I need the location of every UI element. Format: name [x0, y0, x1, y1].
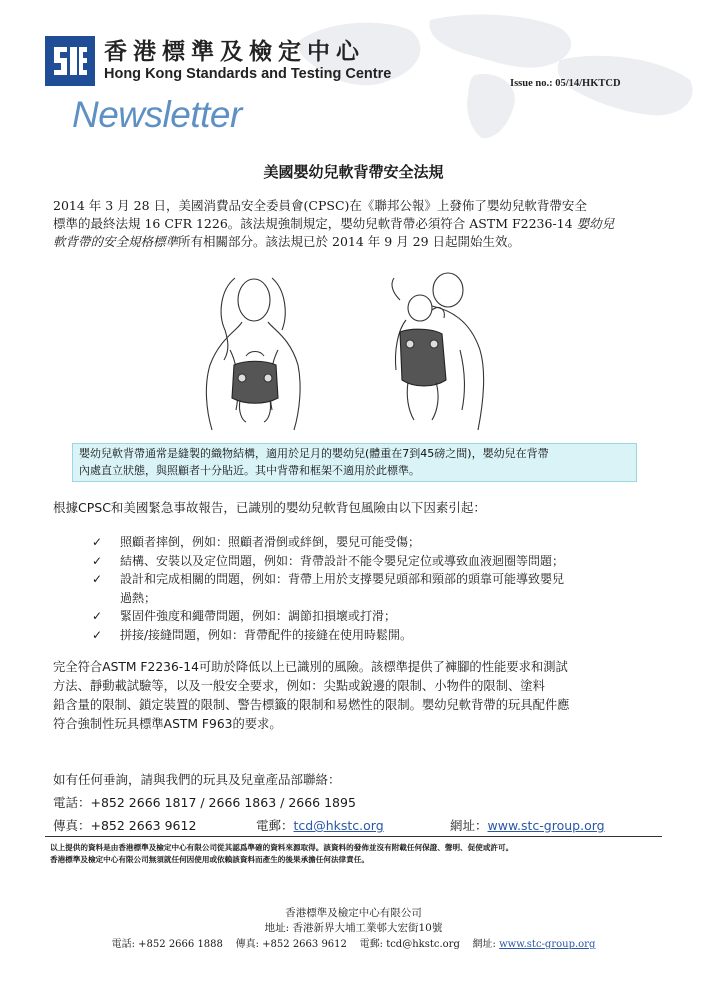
stc-logo-mark-icon — [45, 36, 95, 86]
contact-fax: 傳真：+852 2663 9612 — [53, 818, 197, 833]
contact-email-row — [256, 816, 384, 834]
intro-paragraph — [53, 197, 656, 251]
org-name-chinese: 香港標準及檢定中心 — [104, 39, 365, 65]
disclaimer-line: 香港標準及檢定中心有限公司無須就任何因使用或依賴該資料而產生的後果承擔任何法律責任。 — [50, 855, 369, 864]
intro-italic-text: 嬰幼兒 — [576, 216, 615, 231]
list-item — [92, 626, 652, 645]
contact-website-row — [450, 816, 605, 834]
caption-line: 嬰幼兒軟背帶通常是縫製的織物結構，適用於足月的嬰幼兒(體重在7到45磅之間)，嬰幼兒在背帶 — [79, 447, 549, 460]
newsletter-wordmark: Newsletter — [72, 94, 242, 135]
intro-line — [53, 215, 656, 233]
risk-list — [92, 533, 652, 644]
compliance-line: 符合強制性玩具標準ASTM F963的要求。 — [53, 717, 282, 731]
website-label: 網址： — [450, 818, 488, 833]
compliance-paragraph — [53, 658, 656, 734]
caption-box — [72, 443, 637, 482]
issue-number: Issue no.: 05/14/HKTCD — [510, 78, 621, 89]
org-name-english: Hong Kong Standards and Testing Centre — [104, 66, 392, 82]
caption-line: 內處直立狀態，與照顧者十分貼近。其中背帶和框架不適用於此標準。 — [79, 464, 420, 477]
stc-logo — [45, 36, 95, 86]
intro-line — [53, 233, 656, 251]
footer-contacts — [0, 935, 707, 950]
risk-text: 拼接/接縫問題，例如：背帶配件的接縫在使用時鬆開。 — [120, 627, 413, 642]
email-link[interactable]: tcd@hkstc.org — [293, 818, 384, 833]
risk-text: 過熱； — [120, 590, 157, 605]
contact-phone: 電話：+852 2666 1817 / 2666 1863 / 2666 1895 — [53, 795, 356, 810]
intro-italic-text: 軟背帶的安全規格標準 — [53, 234, 179, 249]
disclaimer — [50, 842, 662, 866]
risk-intro: 根據CPSC和美國緊急事故報告，已識別的嬰幼兒軟背包風險由以下因素引起： — [53, 500, 486, 515]
compliance-line: 方法、靜動載試驗等，以及一般安全要求，例如：尖點或銳邊的限制、小物件的限制、塗料 — [53, 679, 545, 693]
footer-fax: 傳真: +852 2663 9612 — [235, 939, 347, 950]
checkmark-icon: ✓ — [92, 627, 103, 642]
divider — [45, 836, 662, 837]
risk-text: 緊固件強度和繩帶問題，例如：調節扣損壞或打滑； — [120, 609, 397, 623]
email-label: 電郵： — [256, 818, 294, 833]
footer-company: 香港標準及檢定中心有限公司 — [285, 907, 422, 919]
checkmark-icon: ✓ — [92, 535, 103, 549]
website-link[interactable]: www.stc-group.org — [487, 818, 605, 833]
carrier-illustration-outward — [370, 270, 505, 438]
compliance-line: 完全符合ASTM F2236-14可助於降低以上已識別的風險。該標準提供了褲腳的性能要求和測試 — [53, 660, 568, 674]
compliance-line: 鉛含量的限制、鎖定裝置的限制、警告標籤的限制和易燃性的限制。嬰幼兒軟背帶的玩具配件應 — [53, 698, 570, 712]
footer-email[interactable]: tcd@hkstc.org — [386, 939, 460, 950]
footer-address: 地址: 香港新界大埔工業邨大宏街10號 — [264, 922, 443, 934]
list-item — [92, 607, 652, 626]
intro-text: 所有相關部分。該法規已於 2014 年 9 月 29 日起開始生效。 — [178, 234, 521, 249]
intro-text: 標準的最終法規 16 CFR 1226。該法規強制規定，嬰幼兒軟背帶必須符合 ASTM F2236-14 — [53, 216, 577, 231]
footer-phone: 電話: +852 2666 1888 — [111, 939, 223, 950]
article-title: 美國嬰幼兒軟背帶安全法規 — [263, 163, 444, 181]
enquiry-text: 如有任何垂詢，請與我們的玩具及兒童產品部聯絡： — [53, 772, 341, 787]
checkmark-icon: ✓ — [92, 572, 103, 586]
list-item — [92, 589, 652, 608]
disclaimer-line: 以上提供的資料是由香港標準及檢定中心有限公司從其認爲準確的資料來源取得。該資料的發佈並沒有附載任何保證、聲明、促使或許可。 — [50, 843, 514, 852]
risk-text: 照顧者摔倒，例如：照顧者滑倒或絆倒，嬰兒可能受傷； — [120, 535, 421, 549]
footer-website-label: 網址: — [472, 939, 500, 950]
list-item — [92, 552, 652, 571]
risk-text: 結構、安裝以及定位問題，例如：背帶設計不能令嬰兒定位或導致血液迴圈等問題； — [120, 553, 565, 568]
list-item — [92, 533, 652, 552]
intro-line: 2014 年 3 月 28 日，美國消費品安全委員會(CPSC)在《聯邦公報》上發佈了嬰幼兒軟背帶安全 — [53, 198, 587, 213]
risk-text: 設計和完成相關的問題，例如：背帶上用於支撐嬰兒頭部和頸部的頭靠可能導致嬰兒 — [120, 572, 565, 586]
checkmark-icon: ✓ — [92, 609, 103, 623]
carrier-illustration-front — [190, 270, 325, 438]
checkmark-icon: ✓ — [92, 553, 103, 568]
footer-email-label: 電郵: — [359, 939, 387, 950]
list-item — [92, 570, 652, 589]
footer-website-link[interactable]: www.stc-group.org — [499, 939, 596, 950]
